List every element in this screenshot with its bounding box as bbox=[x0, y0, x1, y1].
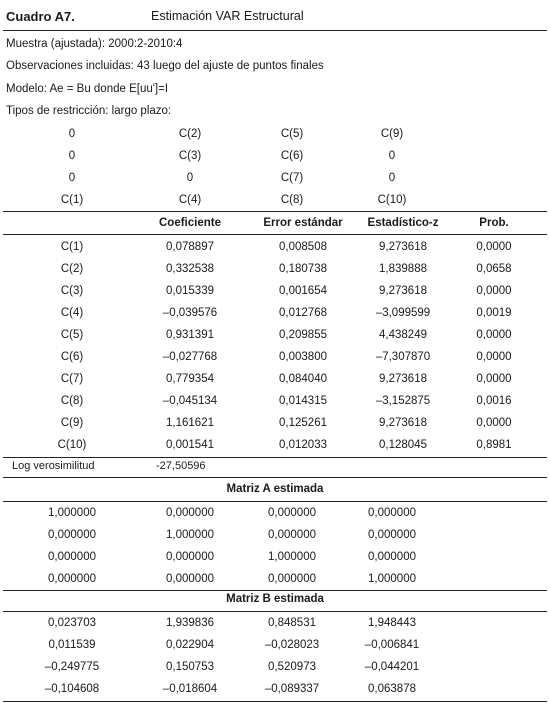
std-error-cell: 0,003800 bbox=[279, 351, 327, 363]
std-error-cell: 0,001654 bbox=[279, 285, 327, 297]
prob-cell: 0,0016 bbox=[476, 395, 512, 407]
matrix-row bbox=[0, 612, 550, 634]
rule bbox=[3, 477, 547, 478]
coef-name-cell: C(2) bbox=[60, 263, 84, 275]
matrix-cell: 0,000000 bbox=[368, 529, 416, 541]
restriction-cell: 0 bbox=[68, 128, 76, 140]
header-coeficiente: Coeficiente bbox=[159, 217, 221, 229]
matrix-cell: 0,000000 bbox=[166, 551, 214, 563]
coef-name-cell: C(8) bbox=[60, 395, 84, 407]
table-row bbox=[0, 434, 550, 456]
table-row bbox=[0, 368, 550, 390]
table-title: Estimación VAR Estructural bbox=[151, 9, 304, 23]
restriction-cell: C(9) bbox=[380, 128, 404, 140]
observations-info: Observaciones incluidas: 43 luego del ajuste de puntos finales bbox=[6, 60, 324, 72]
table-row bbox=[0, 390, 550, 412]
std-error-cell: 0,012033 bbox=[279, 439, 327, 451]
prob-cell: 0,0000 bbox=[476, 241, 512, 253]
matrix-cell: 1,000000 bbox=[268, 551, 316, 563]
coef-name-cell: C(7) bbox=[60, 373, 84, 385]
restriction-cell: 0 bbox=[388, 150, 396, 162]
matrix-cell: 1,000000 bbox=[48, 507, 96, 519]
coef-value-cell: –0,039576 bbox=[162, 307, 218, 319]
restriction-row bbox=[0, 189, 550, 211]
table-row bbox=[0, 302, 550, 324]
matrix-cell: –0,018604 bbox=[162, 683, 218, 695]
matrix-b-title: Matriz B estimada bbox=[226, 593, 324, 605]
coef-value-cell: 0,078897 bbox=[166, 241, 214, 253]
matrix-cell: –0,044201 bbox=[364, 661, 420, 673]
matrix-cell: 0,150753 bbox=[166, 661, 214, 673]
coef-value-cell: 0,931391 bbox=[166, 329, 214, 341]
prob-cell: 0,0000 bbox=[476, 285, 512, 297]
title-rule bbox=[3, 30, 547, 31]
coef-value-cell: –0,027768 bbox=[162, 351, 218, 363]
matrix-cell: 0,023703 bbox=[48, 617, 96, 629]
log-likelihood-value: -27,50596 bbox=[156, 460, 206, 472]
coef-name-cell: C(6) bbox=[60, 351, 84, 363]
restriction-cell: C(7) bbox=[280, 172, 304, 184]
restriction-type-info: Tipos de restricción: largo plazo: bbox=[6, 105, 172, 117]
rule bbox=[3, 590, 547, 591]
matrix-cell: 0,022904 bbox=[166, 639, 214, 651]
restriction-cell: C(10) bbox=[377, 194, 407, 206]
header-estadistico-z: Estadístico-z bbox=[367, 217, 439, 229]
matrix-cell: 0,000000 bbox=[268, 573, 316, 585]
std-error-cell: 0,209855 bbox=[279, 329, 327, 341]
prob-cell: 0,0000 bbox=[476, 417, 512, 429]
z-stat-cell: 9,273618 bbox=[379, 417, 427, 429]
header-prob: Prob. bbox=[479, 217, 509, 229]
z-stat-cell: 0,128045 bbox=[379, 439, 427, 451]
table-row bbox=[0, 346, 550, 368]
sample-info: Muestra (ajustada): 2000:2-2010:4 bbox=[6, 38, 183, 50]
restriction-cell: 0 bbox=[186, 172, 194, 184]
restriction-cell: C(2) bbox=[178, 128, 202, 140]
z-stat-cell: –3,099599 bbox=[375, 307, 431, 319]
std-error-cell: 0,008508 bbox=[279, 241, 327, 253]
std-error-cell: 0,084040 bbox=[279, 373, 327, 385]
coef-value-cell: 0,015339 bbox=[166, 285, 214, 297]
matrix-row bbox=[0, 634, 550, 656]
matrix-cell: –0,006841 bbox=[364, 639, 420, 651]
coef-name-cell: C(1) bbox=[60, 241, 84, 253]
matrix-cell: 0,000000 bbox=[368, 507, 416, 519]
prob-cell: 0,0000 bbox=[476, 373, 512, 385]
coef-value-cell: 0,332538 bbox=[166, 263, 214, 275]
matrix-cell: –0,104608 bbox=[44, 683, 100, 695]
matrix-row bbox=[0, 568, 550, 590]
matrix-a-title: Matriz A estimada bbox=[226, 483, 324, 495]
std-error-cell: 0,014315 bbox=[279, 395, 327, 407]
matrix-cell: 0,520973 bbox=[268, 661, 316, 673]
matrix-cell: 0,063878 bbox=[368, 683, 416, 695]
std-error-cell: 0,180738 bbox=[279, 263, 327, 275]
coef-value-cell: 0,779354 bbox=[166, 373, 214, 385]
z-stat-cell: 9,273618 bbox=[379, 285, 427, 297]
restriction-cell: C(1) bbox=[60, 194, 84, 206]
matrix-cell: 0,000000 bbox=[268, 529, 316, 541]
restriction-cell: C(4) bbox=[178, 194, 202, 206]
prob-cell: 0,0019 bbox=[476, 307, 512, 319]
header-error-estandar: Error estándar bbox=[263, 217, 343, 229]
coef-name-cell: C(10) bbox=[57, 439, 87, 451]
matrix-cell: 0,000000 bbox=[166, 507, 214, 519]
matrix-row bbox=[0, 546, 550, 568]
restriction-cell: C(8) bbox=[280, 194, 304, 206]
restriction-cell: C(3) bbox=[178, 150, 202, 162]
matrix-cell: 0,848531 bbox=[268, 617, 316, 629]
matrix-row bbox=[0, 502, 550, 524]
coef-table-header bbox=[0, 212, 550, 234]
matrix-cell: 0,000000 bbox=[48, 529, 96, 541]
rule bbox=[3, 701, 547, 702]
restriction-cell: 0 bbox=[68, 150, 76, 162]
matrix-cell: 1,000000 bbox=[166, 529, 214, 541]
restriction-cell: C(6) bbox=[280, 150, 304, 162]
restriction-cell: 0 bbox=[68, 172, 76, 184]
z-stat-cell: 4,438249 bbox=[379, 329, 427, 341]
matrix-cell: 1,939836 bbox=[166, 617, 214, 629]
z-stat-cell: 9,273618 bbox=[379, 241, 427, 253]
matrix-cell: 0,000000 bbox=[48, 551, 96, 563]
matrix-cell: 0,000000 bbox=[268, 507, 316, 519]
model-info: Modelo: Ae = Bu donde E[uu']=I bbox=[6, 83, 169, 95]
coef-value-cell: –0,045134 bbox=[162, 395, 218, 407]
z-stat-cell: 1,839888 bbox=[379, 263, 427, 275]
table-row bbox=[0, 280, 550, 302]
coef-name-cell: C(3) bbox=[60, 285, 84, 297]
rule bbox=[3, 234, 547, 235]
matrix-row bbox=[0, 524, 550, 546]
table-row bbox=[0, 412, 550, 434]
matrix-cell: –0,089337 bbox=[264, 683, 320, 695]
matrix-cell: 0,011539 bbox=[48, 639, 96, 651]
rule bbox=[3, 457, 547, 458]
z-stat-cell: –3,152875 bbox=[375, 395, 431, 407]
table-row bbox=[0, 236, 550, 258]
coef-value-cell: 0,001541 bbox=[166, 439, 214, 451]
std-error-cell: 0,125261 bbox=[279, 417, 327, 429]
matrix-cell: 1,948443 bbox=[368, 617, 416, 629]
matrix-cell: 0,000000 bbox=[166, 573, 214, 585]
prob-cell: 0,0658 bbox=[476, 263, 512, 275]
restriction-cell: C(5) bbox=[280, 128, 304, 140]
restriction-row bbox=[0, 145, 550, 167]
matrix-cell: 1,000000 bbox=[368, 573, 416, 585]
prob-cell: 0,8981 bbox=[476, 439, 512, 451]
coef-name-cell: C(4) bbox=[60, 307, 84, 319]
z-stat-cell: 9,273618 bbox=[379, 373, 427, 385]
matrix-row bbox=[0, 678, 550, 700]
restriction-row bbox=[0, 123, 550, 145]
prob-cell: 0,0000 bbox=[476, 329, 512, 341]
matrix-cell: 0,000000 bbox=[48, 573, 96, 585]
z-stat-cell: –7,307870 bbox=[375, 351, 431, 363]
matrix-cell: –0,028023 bbox=[264, 639, 320, 651]
restriction-row bbox=[0, 167, 550, 189]
coef-name-cell: C(9) bbox=[60, 417, 84, 429]
table-row bbox=[0, 258, 550, 280]
table-title-row bbox=[6, 4, 544, 28]
coef-value-cell: 1,161621 bbox=[166, 417, 214, 429]
restriction-cell: 0 bbox=[388, 172, 396, 184]
matrix-row bbox=[0, 656, 550, 678]
prob-cell: 0,0000 bbox=[476, 351, 512, 363]
std-error-cell: 0,012768 bbox=[279, 307, 327, 319]
matrix-cell: 0,000000 bbox=[368, 551, 416, 563]
coef-name-cell: C(5) bbox=[60, 329, 84, 341]
table-row bbox=[0, 324, 550, 346]
log-likelihood-label: Log verosimilitud bbox=[12, 460, 95, 472]
table-number: Cuadro A7. bbox=[6, 8, 75, 24]
matrix-cell: –0,249775 bbox=[44, 661, 100, 673]
